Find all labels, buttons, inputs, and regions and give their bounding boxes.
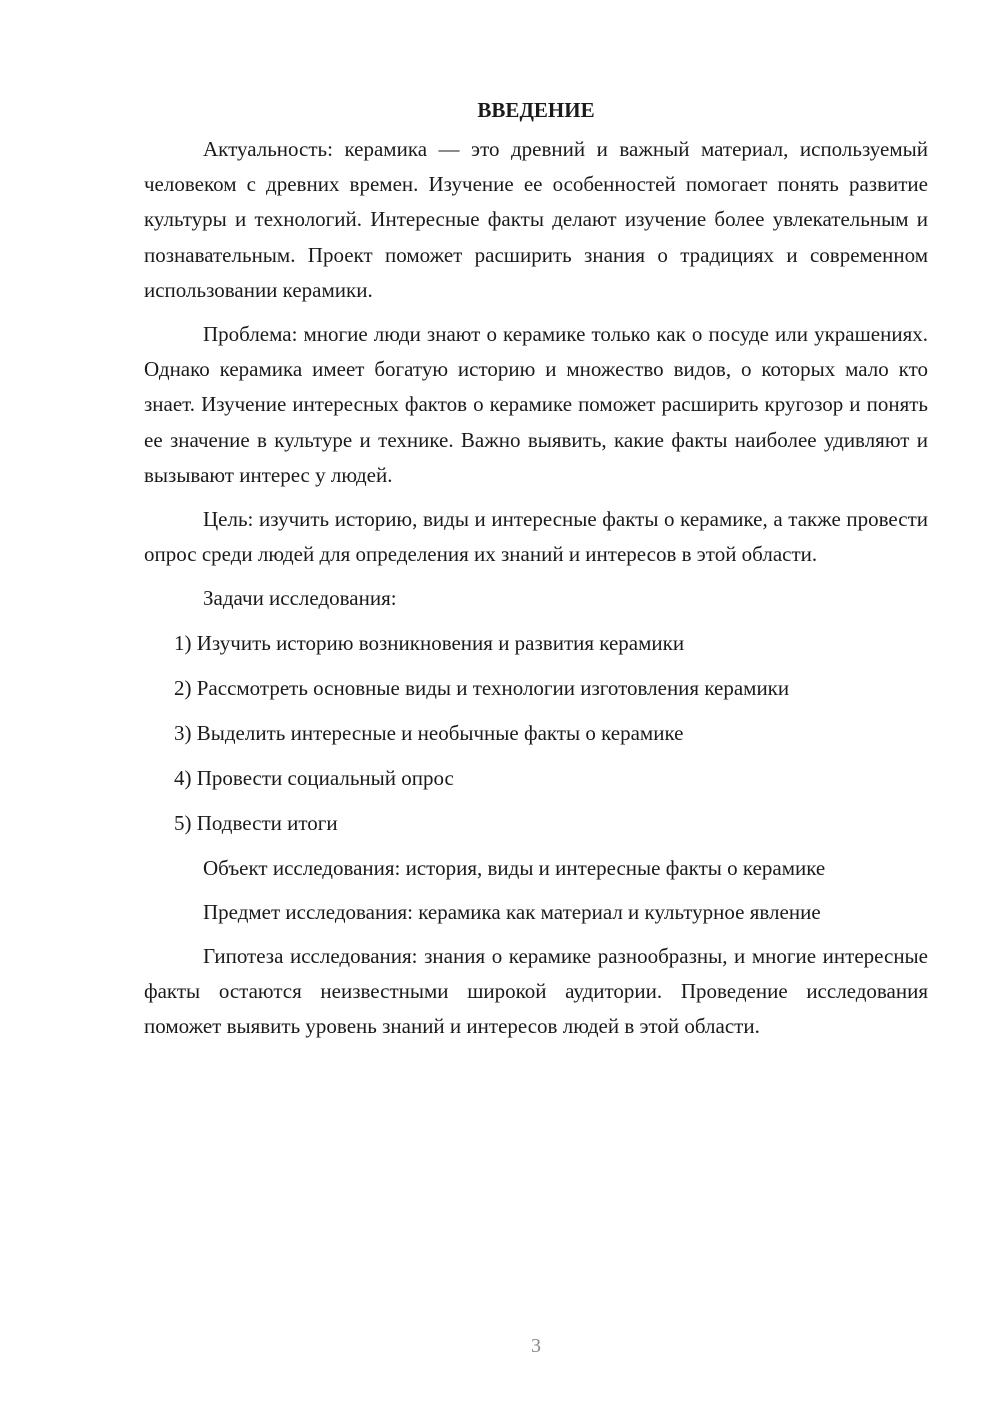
paragraph-relevance: Актуальность: керамика — это древний и важный материал, используемый человеком с древних времен. Изучение ее особенностей помогает понять развитие культуры и технологий. Интересные факты делают изучение более увлекательным и познавательным. Проект поможет расширить знания о традициях и современном использовании керамики. [144, 137, 928, 302]
list-item: 3) Выделить интересные и необычные факты о керамике [174, 720, 684, 745]
paragraph-subject: Предмет исследования: керамика как материал и культурное явление [203, 899, 821, 924]
paragraph-goal: Цель: изучить историю, виды и интересные факты о керамике, а также провести опрос среди людей для определения их знаний и интересов в этой области. [144, 507, 928, 567]
list-item: 2) Рассмотреть основные виды и технологии изготовления керамики [174, 675, 790, 700]
page-content [144, 92, 928, 1054]
list-item: 4) Провести социальный опрос [174, 765, 454, 790]
paragraph-problem: Проблема: многие люди знают о керамике только как о посуде или украшениях. Однако керамика имеет богатую историю и множество видов, о которых мало кто знает. Изучение интересных фактов о керамике поможет расширить кругозор и понять ее значение в культуре и технике. Важно выявить, какие факты наиболее удивляют и вызывают интерес у людей. [144, 322, 928, 487]
paragraph-hypothesis: Гипотеза исследования: знания о керамике разнообразны, и многие интересные факты остаются неизвестными широкой аудитории. Проведение исследования поможет выявить уровень знаний и интересов людей в этой области. [144, 944, 928, 1039]
section-heading: ВВЕДЕНИЕ [477, 98, 595, 122]
list-item: 5) Подвести итоги [174, 810, 338, 835]
tasks-title: Задачи исследования: [203, 586, 397, 611]
tasks-list [144, 626, 928, 841]
page-number: 3 [531, 1335, 541, 1357]
list-item: 1) Изучить историю возникновения и развития керамики [174, 630, 685, 655]
paragraph-object: Объект исследования: история, виды и интересные факты о керамике [203, 855, 826, 880]
